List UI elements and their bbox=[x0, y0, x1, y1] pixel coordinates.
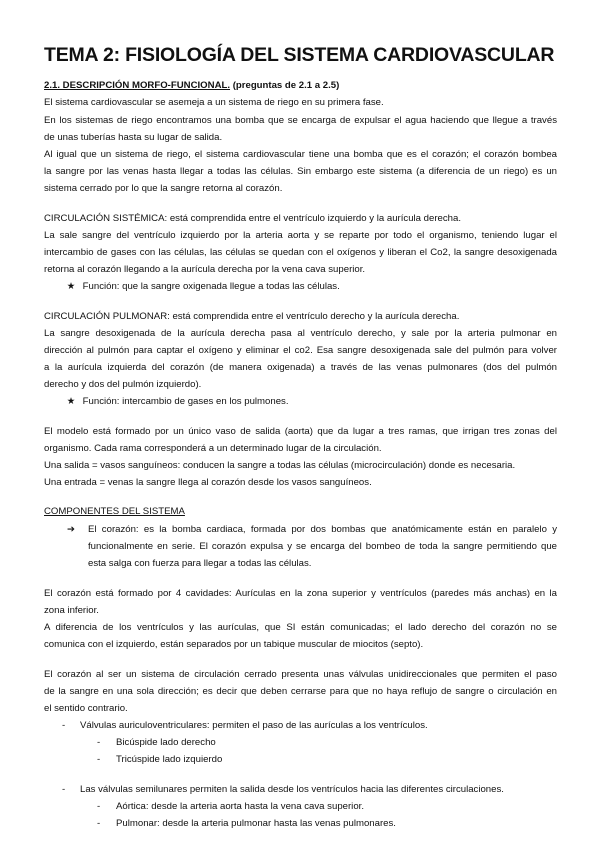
pulmonar-line: a la aurícula izquierda del corazón (de manera oxigenada) a través de las venas pulmonares (dos del pulmón bbox=[44, 362, 557, 373]
av-subitem: Bicúspide lado derecho bbox=[116, 737, 216, 748]
av-item: Válvulas auriculoventriculares: permiten el paso de las aurículas a los ventrículos. bbox=[80, 720, 428, 731]
intro-line: sistema cerrado por lo que la sangre retorna al corazón. bbox=[44, 183, 283, 194]
star-icon: ★ bbox=[66, 396, 76, 407]
pulmonar-line: dirección al pulmón para captar el oxígeno y eliminar el co2. Esa sangre desoxigenada sale del pulmón para volver bbox=[44, 345, 557, 356]
dash-icon: - bbox=[97, 801, 101, 812]
pulmonar-heading-rest: : está comprendida entre el ventrículo derecho y la aurícula derecha. bbox=[167, 311, 460, 322]
sistemica-heading: CIRCULACIÓN SISTÉMICA bbox=[44, 213, 165, 224]
pulmonar-bullet-text: Función: intercambio de gases en los pulmones. bbox=[82, 396, 289, 407]
modelo-line: El modelo está formado por un único vaso de salida (aorta) que da lugar a tres ramas, que irrigan tres zonas del bbox=[44, 426, 557, 437]
semilunares-subitem: Aórtica: desde la arteria aorta hasta la vena cava superior. bbox=[116, 801, 364, 812]
componentes-heading: COMPONENTES DEL SISTEMA bbox=[44, 506, 185, 517]
intro-line: Al igual que un sistema de riego, el sistema cardiovascular tiene una bomba que es el corazón; el corazón bombea bbox=[44, 149, 557, 160]
cavidades-line: zona inferior. bbox=[44, 605, 99, 616]
dash-icon: - bbox=[97, 737, 101, 748]
star-icon: ★ bbox=[66, 281, 76, 292]
sistemica-heading-line bbox=[44, 213, 461, 225]
componentes-line: esta salga con fuerza para llegar a todas las células. bbox=[88, 558, 312, 569]
componentes-line: El corazón: es la bomba cardiaca, formada por dos bombas que anatómicamente están en paralelo y bbox=[88, 524, 557, 535]
intro-line: de unas tuberías hasta su lugar de salida. bbox=[44, 132, 223, 143]
av-subitem: Tricúspide lado izquierdo bbox=[116, 754, 223, 765]
section-heading: 2.1. DESCRIPCIÓN MORFO-FUNCIONAL. bbox=[44, 80, 231, 91]
modelo-line: Una entrada = venas la sangre llega al corazón desde los vasos sanguíneos. bbox=[44, 477, 372, 488]
page-title: TEMA 2: FISIOLOGÍA DEL SISTEMA CARDIOVASCULAR bbox=[44, 44, 555, 66]
pulmonar-heading: CIRCULACIÓN PULMONAR bbox=[44, 311, 168, 322]
sistemica-bullet bbox=[62, 281, 340, 293]
pulmonar-line: La sangre desoxigenada de la aurícula derecha pasa al ventrículo derecho, y sale por la arteria pulmonar en bbox=[44, 328, 557, 339]
sistemica-heading-rest: : está comprendida entre el ventrículo izquierdo y la aurícula derecha. bbox=[164, 213, 461, 224]
pulmonar-line: derecho y dos del pulmón izquierdo). bbox=[44, 379, 202, 390]
cavidades-line: El corazón está formado por 4 cavidades: Aurículas en la zona superior y ventrículos (paredes más anchas) en la bbox=[44, 588, 557, 599]
sistemica-line: La sale sangre del ventrículo izquierdo por la arteria aorta y se reparte por todo el organismo, teniendo lugar el bbox=[44, 230, 557, 241]
modelo-line: organismo. Cada rama corresponderá a un determinado lugar de la circulación. bbox=[44, 443, 382, 454]
cavidades-line: A diferencia de los ventrículos y las aurículas, que SI están comunicadas; el lado derecho del corazón no se bbox=[44, 622, 557, 633]
intro-line: la sangre por las venas hasta llegar a todas las células. Sin embargo este sistema (a diferencia de un riego) es un bbox=[44, 166, 557, 177]
modelo-line: Una salida = vasos sanguíneos: conducen la sangre a todas las células (microcirculación) donde es necesaria. bbox=[44, 460, 516, 471]
valvulas-line: el sentido contrario. bbox=[44, 703, 128, 714]
sistemica-bullet-text: Función: que la sangre oxigenada llegue a todas las células. bbox=[82, 281, 340, 292]
semilunares-subitem: Pulmonar: desde la arteria pulmonar hasta las venas pulmonares. bbox=[116, 818, 396, 829]
valvulas-line: de la sangre en una sola dirección; es decir que deben cerrarse para que no haya reflujo de sangre o circulación en bbox=[44, 686, 557, 697]
pulmonar-heading-line bbox=[44, 311, 459, 323]
pulmonar-bullet bbox=[62, 396, 289, 408]
section-heading-line bbox=[44, 80, 339, 92]
componentes-line: funcionalmente en serie. El corazón expulsa y se encarga del bombeo de toda la sangre permitiendo que bbox=[88, 541, 557, 552]
intro-line: En los sistemas de riego encontramos una bomba que se encarga de expulsar el agua haciendo que llegue a través bbox=[44, 115, 557, 126]
dash-icon: - bbox=[62, 784, 66, 795]
cavidades-line: comunica con el izquierdo, están separados por un tabique muscular de miocitos (septo). bbox=[44, 639, 424, 650]
semilunares-item: Las válvulas semilunares permiten la salida desde los ventrículos hacia las diferentes circulaciones. bbox=[80, 784, 504, 795]
dash-icon: - bbox=[97, 818, 101, 829]
sistemica-line: intercambio de gases con las células, las células se quedan con el oxígenos y liberan el Co2, la sangre desoxigenada bbox=[44, 247, 557, 258]
dash-icon: - bbox=[97, 754, 101, 765]
arrow-icon: ➔ bbox=[66, 524, 76, 535]
section-note: (preguntas de 2.1 a 2.5) bbox=[230, 80, 340, 91]
dash-icon: - bbox=[62, 720, 66, 731]
sistemica-line: retorna al corazón llegando a la aurícula derecha por la vena cava superior. bbox=[44, 264, 366, 275]
valvulas-line: El corazón al ser un sistema de circulación cerrado presenta unas válvulas unidireccionales que permiten el paso bbox=[44, 669, 557, 680]
intro-line: El sistema cardiovascular se asemeja a un sistema de riego en su primera fase. bbox=[44, 97, 384, 108]
